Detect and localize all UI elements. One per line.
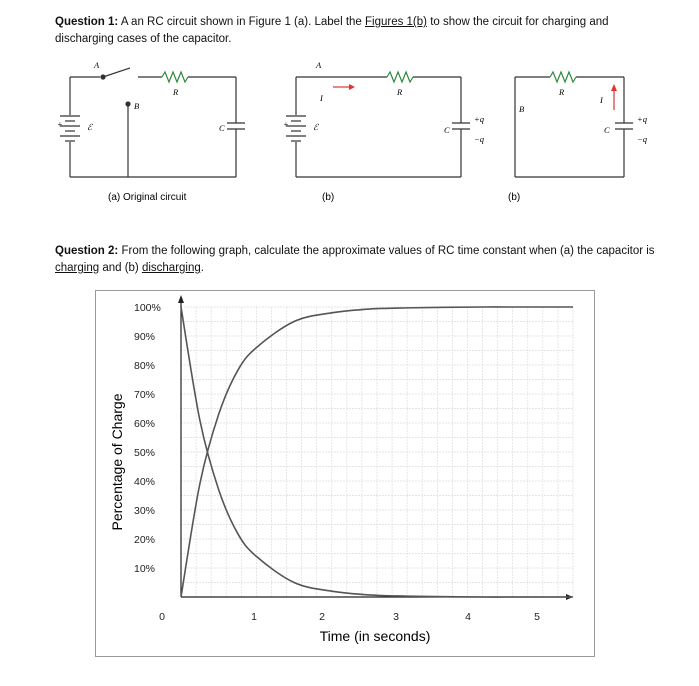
minus-q-label-b: −q: [474, 134, 484, 144]
plus-label-b: +: [283, 119, 289, 129]
question-2: [55, 243, 655, 277]
x-tick-label: 5: [534, 611, 540, 623]
caption-b-charging: (b): [322, 192, 335, 203]
question-1-text: A an RC circuit shown in Figure 1 (a). Label the: [118, 16, 365, 28]
emf-label: ℰ: [87, 122, 93, 132]
y-tick-label: 100%: [134, 302, 161, 314]
minus-q-label-c: −q: [637, 134, 647, 144]
current-label-c: I: [600, 95, 603, 105]
question-2-text-end: .: [200, 262, 204, 274]
capacitor-label-c: C: [604, 125, 610, 135]
caption-b-discharging: (b): [508, 192, 521, 203]
chart-frame: [95, 290, 595, 657]
y-tick-label: 60%: [134, 418, 156, 430]
resistor-label: R: [173, 87, 179, 97]
discharging-link[interactable]: discharging: [141, 262, 201, 274]
node-b-label-c: B: [519, 104, 525, 114]
plus-q-label-c: +q: [637, 114, 647, 124]
y-tick-label: 50%: [134, 447, 156, 459]
resistor-label-b: R: [397, 87, 403, 97]
y-tick-label: 90%: [134, 331, 156, 343]
node-a-label: A: [94, 60, 100, 70]
y-tick-label: 20%: [134, 534, 156, 546]
x-axis-label: Time (in seconds): [319, 628, 431, 644]
question-2-text: From the following graph, calculate the approximate values of RC time constant when (a) the capacitor is: [118, 245, 655, 257]
charging-link[interactable]: charging: [55, 262, 100, 274]
figures-1b-link[interactable]: Figures 1(b): [365, 16, 427, 28]
y-tick-label: 80%: [134, 360, 156, 372]
y-tick-label: 10%: [134, 563, 156, 575]
plus-label: +: [57, 119, 63, 129]
caption-original-circuit: (a) Original circuit: [108, 192, 187, 203]
question-2-label: Question 2:: [55, 245, 119, 257]
x-tick-label: 3: [393, 611, 399, 623]
y-tick-label: 70%: [134, 389, 156, 401]
capacitor-label: C: [219, 123, 225, 133]
x-tick-label: 0: [159, 611, 165, 623]
figure-1-circuits: [0, 0, 699, 240]
question-1-text-end: to show the circuit for charging and discharging cases of the capacitor.: [55, 16, 609, 45]
x-tick-label: 2: [319, 611, 325, 623]
current-arrow-right: [333, 84, 355, 90]
y-axis-label: Percentage of Charge: [109, 393, 125, 531]
resistor-label-c: R: [559, 87, 565, 97]
current-label-b: I: [320, 93, 323, 103]
question-1-label: Question 1:: [55, 16, 119, 28]
capacitor-label-b: C: [444, 125, 450, 135]
current-arrow-up: [611, 84, 617, 110]
node-a-label-b: A: [316, 60, 322, 70]
question-2-text-mid: and (b): [99, 262, 142, 274]
x-tick-label: 4: [465, 611, 471, 623]
emf-label-b: ℰ: [313, 122, 319, 132]
y-tick-label: 30%: [134, 505, 156, 517]
plus-q-label-b: +q: [474, 114, 484, 124]
x-tick-label: 1: [251, 611, 257, 623]
y-tick-label: 40%: [134, 476, 156, 488]
node-b-label: B: [134, 101, 140, 111]
